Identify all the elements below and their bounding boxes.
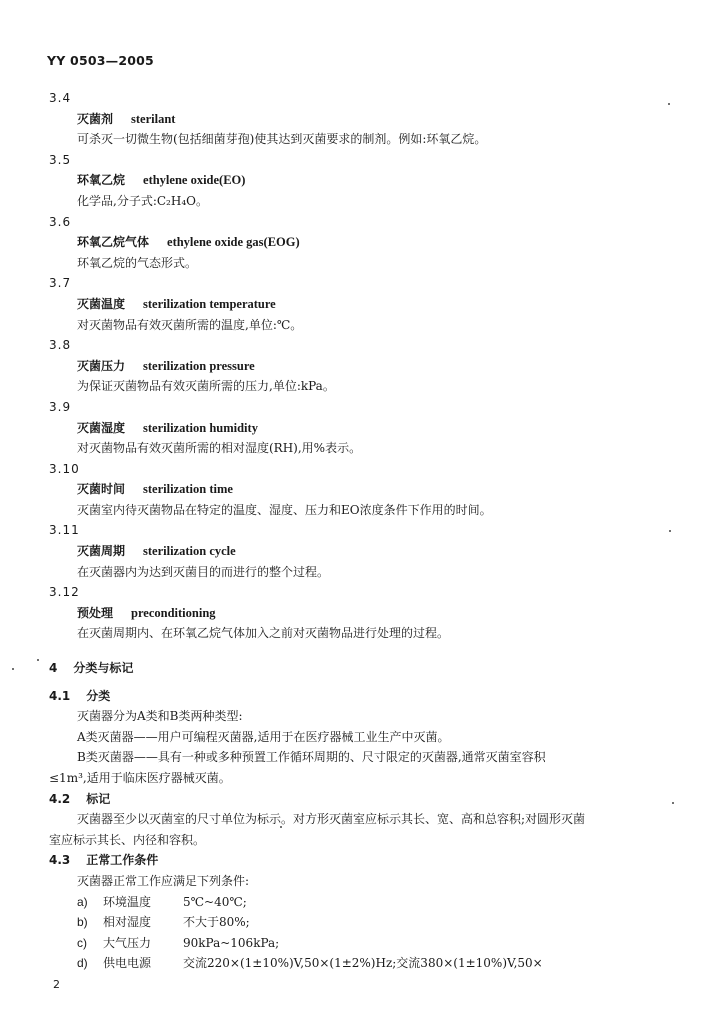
clause-number: 3.6 [49, 214, 72, 229]
clause-number: 3.8 [49, 338, 72, 353]
term-en: sterilization temperature [143, 296, 276, 311]
subsection-number: 4.3 [49, 853, 71, 868]
term-en: ethylene oxide gas(EOG) [167, 235, 300, 250]
spacer [0, 679, 713, 686]
paragraph: 灭菌器至少以灭菌室的尺寸单位为标示。对方形灭菌室应标示其长、宽、高和总容积;对圆形灭菌 [77, 812, 586, 827]
term-definition: 为保证灭菌物品有效灭菌所需的压力,单位:kPa。 [77, 379, 335, 394]
paragraph: A类灭菌器——用户可编程灭菌器,适用于在医疗器械工业生产中灭菌。 [77, 729, 450, 744]
list-name: 供电电源 [103, 956, 152, 971]
term-en: sterilization pressure [143, 358, 255, 373]
list-label: d) [77, 956, 88, 971]
term-cn: 灭菌压力 [77, 358, 126, 373]
term-heading [0, 603, 713, 624]
paragraph: 灭菌器分为A类和B类两种类型: [77, 709, 243, 724]
clause-number: 3.11 [49, 523, 80, 538]
term-definition: 可杀灭一切微生物(包括细菌芽孢)使其达到灭菌要求的制剂。例如:环氧乙烷。 [77, 132, 487, 147]
list-value: 交流220×(1±10%)V,50×(1±2%)Hz;交流380×(1±10%)V,50× [183, 956, 543, 971]
paragraph: 灭菌器正常工作应满足下列条件: [77, 873, 250, 888]
term-en: ethylene oxide(EO) [143, 173, 246, 188]
scan-speck [672, 802, 674, 804]
term-definition: 灭菌室内待灭菌物品在特定的温度、湿度、压力和EO浓度条件下作用的时间。 [77, 502, 492, 517]
term-heading [0, 170, 713, 191]
list-label: c) [77, 935, 87, 950]
clause-number: 3.5 [49, 152, 72, 167]
paragraph-continuation: ≤1m³,适用于临床医疗器械灭菌。 [49, 771, 231, 785]
term-en: sterilization humidity [143, 420, 258, 435]
standard-code: YY 0503—2005 [47, 53, 154, 68]
term-definition: 对灭菌物品有效灭菌所需的温度,单位:℃。 [77, 317, 303, 332]
term-cn: 灭菌时间 [77, 482, 126, 497]
term-definition: 环氧乙烷的气态形式。 [77, 255, 198, 270]
list-value: 不大于80%; [183, 915, 250, 930]
paragraph: B类灭菌器——具有一种或多种预置工作循环周期的、尺寸限定的灭菌器,通常灭菌室容积 [77, 750, 546, 765]
subsection-title: 分类 [86, 688, 111, 703]
term-definition: 在灭菌器内为达到灭菌目的而进行的整个过程。 [77, 564, 330, 579]
term-cn: 灭菌湿度 [77, 420, 126, 435]
list-name: 相对湿度 [103, 915, 152, 930]
clause-number: 3.12 [49, 585, 80, 600]
list-item [0, 892, 713, 913]
section-number: 4 [49, 661, 58, 676]
term-cn: 环氧乙烷气体 [77, 235, 150, 250]
paragraph-continuation: 室应标示其长、内径和容积。 [49, 832, 206, 847]
list-name: 大气压力 [103, 935, 152, 950]
list-item [0, 912, 713, 933]
term-en: sterilant [131, 111, 176, 126]
clause-number: 3.4 [49, 91, 72, 105]
term-heading [0, 232, 713, 253]
term-definition: 在灭菌周期内、在环氧乙烷气体加入之前对灭菌物品进行处理的过程。 [77, 626, 450, 641]
list-item [0, 953, 713, 974]
term-heading [0, 356, 713, 377]
scan-speck [669, 530, 671, 532]
term-heading [0, 541, 713, 562]
list-value: 90kPa~106kPa; [183, 935, 280, 950]
list-item [0, 933, 713, 954]
spacer [0, 644, 713, 658]
scan-speck [37, 659, 39, 661]
clause-number: 3.9 [49, 399, 72, 414]
document-body [0, 88, 713, 974]
term-cn: 灭菌剂 [77, 111, 114, 126]
subsection-number: 4.1 [49, 688, 71, 703]
term-en: sterilization time [143, 482, 233, 497]
clause-number: 3.7 [49, 276, 72, 291]
term-definition: 化学品,分子式:C₂H₄O。 [77, 193, 208, 208]
subsection-title: 正常工作条件 [86, 853, 159, 868]
list-label: a) [77, 894, 88, 909]
scan-speck [668, 103, 670, 105]
term-heading [0, 418, 713, 439]
term-cn: 预处理 [77, 605, 114, 620]
list-value: 5℃~40℃; [183, 894, 247, 909]
term-heading [0, 479, 713, 500]
term-heading [0, 294, 713, 315]
subsection-heading [0, 686, 713, 707]
term-en: preconditioning [131, 605, 216, 620]
scan-speck [280, 826, 282, 828]
clause-number: 3.10 [49, 461, 80, 476]
list-label: b) [77, 915, 88, 930]
term-cn: 环氧乙烷 [77, 173, 126, 188]
section-title: 分类与标记 [73, 661, 134, 676]
subsection-heading [0, 850, 713, 871]
section-heading [0, 658, 713, 679]
term-en: sterilization cycle [143, 544, 236, 559]
subsection-heading [0, 789, 713, 810]
subsection-number: 4.2 [49, 791, 71, 806]
scan-speck [12, 668, 14, 670]
term-heading [0, 109, 713, 130]
page-number: 2 [53, 978, 60, 991]
subsection-title: 标记 [86, 791, 111, 806]
list-name: 环境温度 [103, 894, 152, 909]
term-cn: 灭菌温度 [77, 296, 126, 311]
term-definition: 对灭菌物品有效灭菌所需的相对湿度(RH),用%表示。 [77, 441, 362, 456]
term-cn: 灭菌周期 [77, 544, 126, 559]
